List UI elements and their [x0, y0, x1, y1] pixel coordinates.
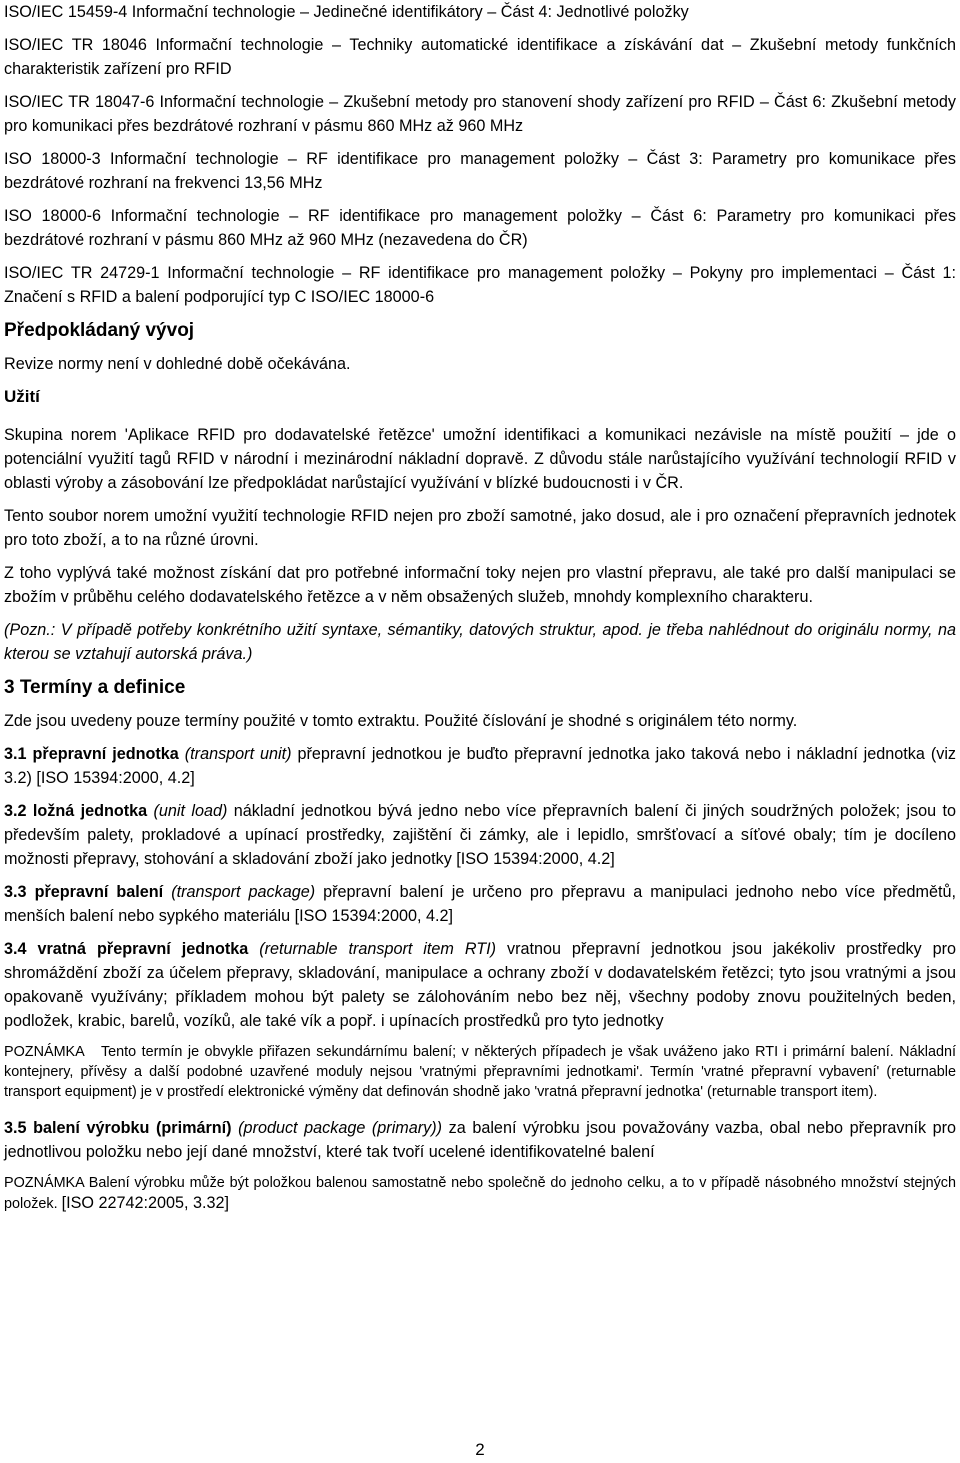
- note-source: [ISO 22742:2005, 3.32]: [61, 1194, 230, 1212]
- term-english: (product package (primary)): [238, 1119, 443, 1137]
- document-page: [4, 0, 956, 1228]
- term-name: vratná přepravní jednotka: [37, 940, 249, 958]
- use-paragraph: Skupina norem 'Aplikace RFID pro dodavatelské řetězce' umožní identifikaci a komunikaci nezávisle na místě použití – jde o potenciální využití tagů RFID v národní i mezinárodní nákladní dopravě. Z důvodu stále narůstajícího využívání technologií RFID v oblasti výroby a zásobování lze předpokládat narůstající využívání v blízké budoucnosti i v ČR.: [4, 426, 956, 492]
- term-text: vratnou přepravní jednotkou jsou jakékoliv prostředky pro shromáždění zboží za účelem přepravy, skladování, manipulace a ochrany zboží v dodavatelském řetězci; tyto jsou vratnými a jsou opakovaně využívány; příkladem mohou být palety se zálohováním nebo bez něj, všechny podoby znovu použitelných beden, podložek, krabic, barelů, vozíků, ale také vík a popř. i upínacích prostředků pro tyto jednotky: [4, 940, 956, 1030]
- term-definition: [4, 799, 956, 871]
- term-name: přepravní balení: [34, 883, 164, 901]
- term-number: 3.4: [4, 940, 27, 958]
- term-name: ložná jednotka: [32, 802, 148, 820]
- note-text: Balení výrobku může být položkou balenou samostatně nebo společně do jednoho celku, a to v případě násobného množství stejných položek.: [4, 1175, 957, 1212]
- term-note: [4, 1042, 956, 1102]
- term-definition: [4, 880, 956, 928]
- term-number: 3.5: [4, 1119, 27, 1137]
- term-number: 3.1: [4, 745, 27, 763]
- reference-item: ISO/IEC 15459-4 Informační technologie – Jedinečné identifikátory – Část 4: Jednotlivé položky: [4, 3, 689, 21]
- term-note: [4, 1173, 956, 1214]
- term-text: přepravní balení je určeno pro přepravu a manipulaci jednoho nebo více předmětů, menších balení nebo sypkého materiálu [ISO 15394:2000, 4.2]: [4, 883, 957, 925]
- term-name: balení výrobku (primární): [33, 1119, 232, 1137]
- use-paragraph: Z toho vyplývá také možnost získání dat pro potřebné informační toky nejen pro vlastní přepravu, ale také pro další manipulaci se zbožím v průběhu celého dodavatelského řetězce a v něm obsažených služeb, mnohdy komplexního charakteru.: [4, 564, 956, 606]
- use-paragraph: Tento soubor norem umožní využití technologie RFID nejen pro zboží samotné, jako dosud, ale i pro označení přepravních jednotek pro toto zboží, a to na různé úrovni.: [4, 507, 956, 549]
- note-label: POZNÁMKA: [4, 1044, 85, 1060]
- reference-item: ISO/IEC TR 18047-6 Informační technologie – Zkušební metody pro stanovení shody zařízení pro RFID – Část 6: Zkušební metody pro komunikaci přes bezdrátové rozhraní v pásmu 860 MHz až 960 MHz: [4, 93, 956, 135]
- term-english: (transport unit): [184, 745, 292, 763]
- term-name: přepravní jednotka: [32, 745, 179, 763]
- page-number: 2: [475, 1440, 485, 1459]
- term-text: nákladní jednotkou bývá jedno nebo více přepravních balení či jiných soudržných položek; jsou to především palety, prokladové a upínací prostředky, zajištění či zámky, ale i lepidlo, smršťovací a síťové obaly; tím je docíleno možnosti přepravy, stohování a skladování zboží jako jednotky [ISO 15394:2000, 4.2]: [4, 802, 957, 868]
- term-number: 3.2: [4, 802, 27, 820]
- use-note: (Pozn.: V případě potřeby konkrétního užití syntaxe, sémantiky, datových struktur, apod. je třeba nahlédnout do originálu normy, na kterou se vztahují autorská práva.): [4, 621, 956, 663]
- expected-development-heading: Předpokládaný vývoj: [4, 320, 195, 341]
- note-text: Tento termín je obvykle přiřazen sekundárnímu balení; v některých případech je však uváženo jako RTI i primární balení. Nákladní kontejnery, přívěsy a další podobné uzavřené moduly nejsou 'vratnými přepravními jednotkami'. Termín 'vratné přepravní vybavení' (returnable transport equipment) je v prostředí elektronické výměny dat definován shodně jako 'vratná přepravní jednotka' (returnable transport item).: [4, 1044, 956, 1100]
- terms-intro: Zde jsou uvedeny pouze termíny použité v tomto extraktu. Použité číslování je shodné s originálem této normy.: [4, 712, 798, 730]
- expected-development-text: Revize normy není v dohledné době očekávána.: [4, 355, 351, 373]
- term-definition: [4, 1116, 956, 1164]
- reference-item: ISO 18000-6 Informační technologie – RF identifikace pro management položky – Část 6: Parametry pro komunikaci přes bezdrátové rozhraní v pásmu 860 MHz až 960 MHz (nezavedena do ČR): [4, 207, 956, 249]
- term-text: za balení výrobku jsou považovány vazba, obal nebo přepravník pro jednotlivou položku nebo její dané množství, které tak tvoří ucelené identifikovatelné balení: [4, 1119, 957, 1161]
- term-definition: [4, 742, 956, 790]
- use-heading: Užití: [4, 387, 40, 406]
- terms-heading: 3 Termíny a definice: [4, 677, 186, 698]
- term-english: (returnable transport item RTI): [259, 940, 497, 958]
- note-label: POZNÁMKA: [4, 1175, 84, 1191]
- reference-item: ISO/IEC TR 24729-1 Informační technologie – RF identifikace pro management položky – Pokyny pro implementaci – Část 1: Značení s RFID a balení podporující typ C ISO/IEC 18000-6: [4, 264, 956, 306]
- term-text: přepravní jednotkou je buďto přepravní jednotka jako taková nebo i nákladní jednotka (viz 3.2) [ISO 15394:2000, 4.2]: [4, 745, 957, 787]
- reference-item: ISO 18000-3 Informační technologie – RF identifikace pro management položky – Část 3: Parametry pro komunikace přes bezdrátové rozhraní na frekvenci 13,56 MHz: [4, 150, 956, 192]
- term-number: 3.3: [4, 883, 27, 901]
- term-definition: [4, 937, 956, 1033]
- normative-references: [4, 0, 956, 309]
- term-english: (unit load): [153, 802, 228, 820]
- reference-item: ISO/IEC TR 18046 Informační technologie – Techniky automatické identifikace a získávání dat – Zkušební metody funkčních charakteristik zařízení pro RFID: [4, 36, 956, 78]
- term-english: (transport package): [171, 883, 316, 901]
